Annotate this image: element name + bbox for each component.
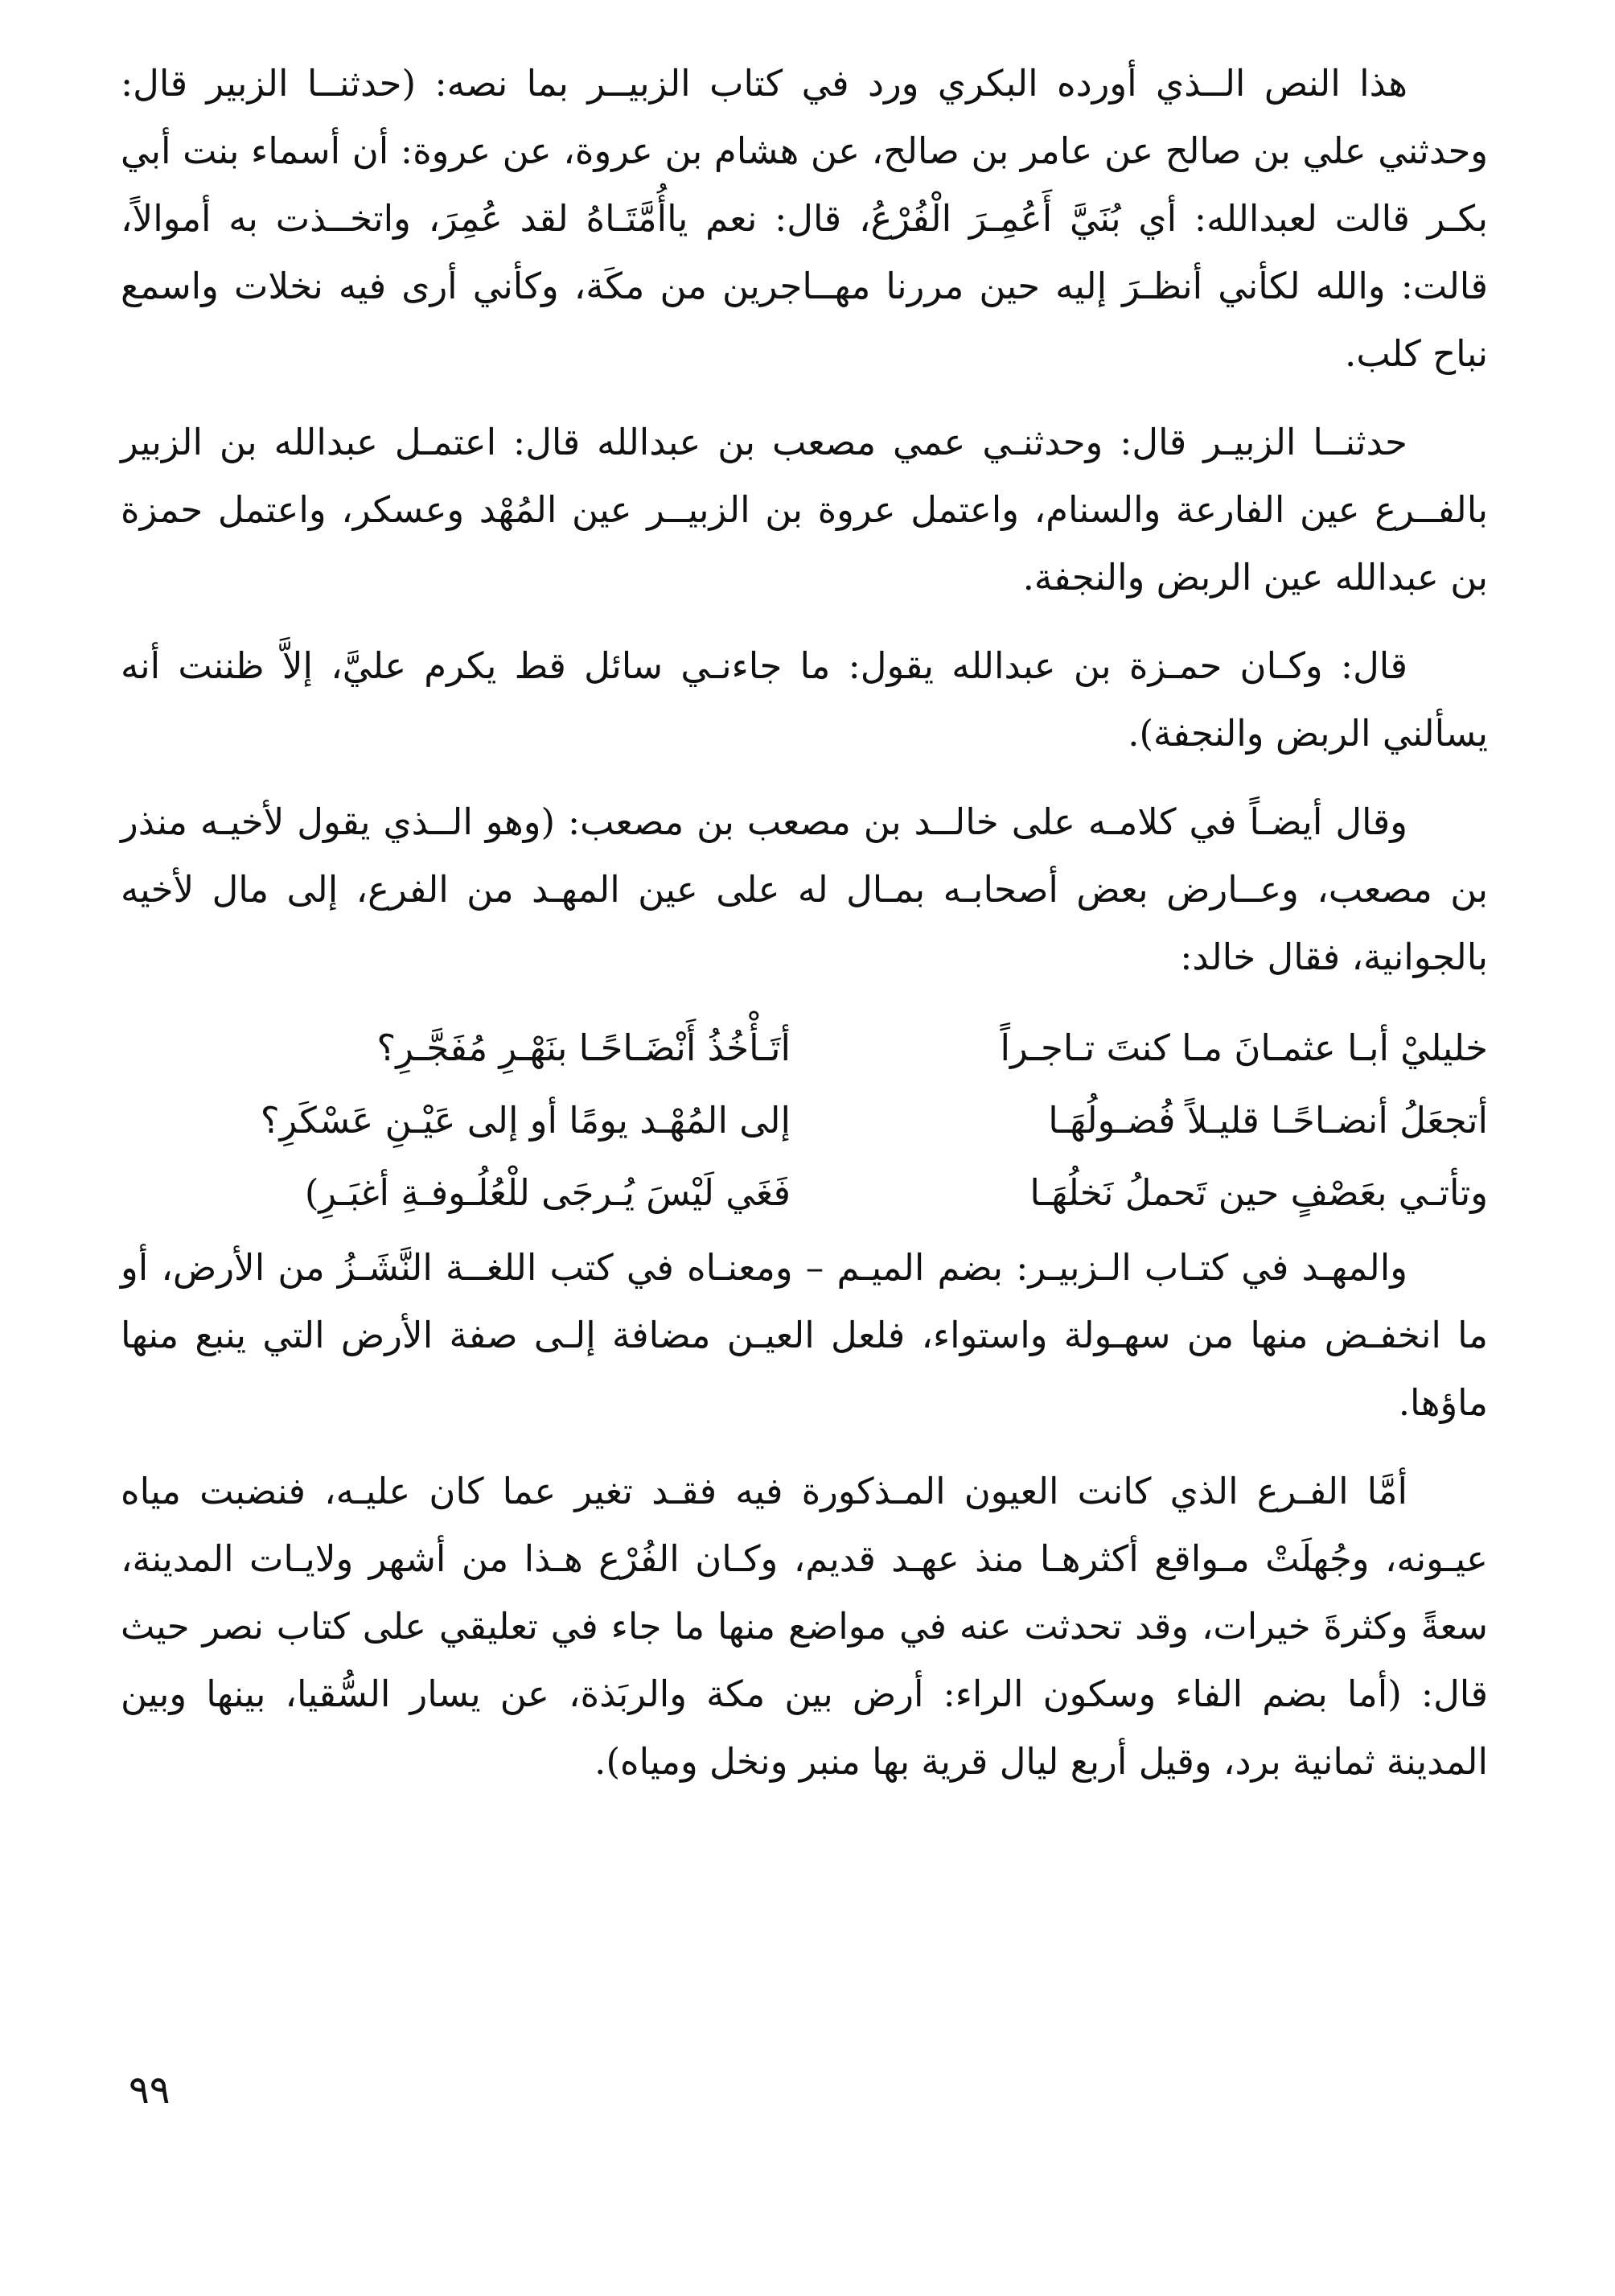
paragraph-2: حدثنــا الزبيـر قال: وحدثنـي عمي مصعب بن عبدالله قال: اعتمـل عبدالله بن الزبير بالفــرع عين الفارعة والسنام، واعتمل عروة بن الزبيــر عين المُهْد وعسكر، واعتمل حمزة بن عبدالله عين الربض والنجفة. [121,421,1488,599]
verse-first-hemistich: وتأتـي بعَصْفٍ حين تَحملُ نَخلُهَـا [1029,1171,1488,1214]
poem-verse [121,1012,1488,1084]
verse-second-hemistich: أتَـأْخُذُ أَنْضَـاحًـا بنَهْـرِ مُفَجَّـرِ؟ [376,1027,791,1069]
verse-second-hemistich: فَغَي لَيْسَ يُـرجَى للْعُلُـوفـةِ أغبَـرِ) [304,1171,791,1214]
poem [121,1012,1488,1229]
paragraph-4: وقال أيضـاً في كلامـه على خالــد بن مصعب بن مصعب: (وهو الــذي يقول لأخيـه منذر بن مصعب، وعــارض بعض أصحابـه بمـال له على عين المهـد من الفرع، إلى مال لأخيه بالجوانية، فقال خالد: [121,800,1488,978]
verse-second-hemistich: إلى المُهْـد يومًا أو إلى عَيْـنِ عَسْكَرِ؟ [260,1099,791,1142]
verse-first-hemistich: خليليْ أبـا عثمـانَ مـا كنتَ تـاجـراً [1000,1027,1488,1069]
poem-verse [121,1084,1488,1157]
verse-first-hemistich: أتجعَلُ أنضـاحًـا قليـلاً فُضـولُهَـا [1048,1099,1488,1142]
paragraph-1: هذا النص الــذي أورده البكري ورد في كتاب الزبيــر بما نصه: (حدثنــا الزبير قال: وحدثني علي بن صالح عن عامر بن صالح، عن هشام بن عروة، عن عروة: أن أسماء بنت أبي بكـر قالت لعبدالله: أي بُنَيَّ أَعُمِـرَ الْفُرْعُ، قال: نعم ياأُمَّتَـاهُ لقد عُمِرَ، واتخــذت به أموالاً، قالت: والله لكأني أنظـرَ إليه حين مررنا مهــاجرين من مكَة، وكأني أرى فيه نخلات واسمع نباح كلب. [121,62,1488,375]
page-body [121,50,1488,1796]
page-number: ٩٩ [129,2068,171,2113]
poem-verse [121,1157,1488,1229]
paragraph-6: أمَّا الفـرع الذي كانت العيون المـذكورة فيه فقـد تغير عما كان عليـه، فنضبت مياه عيـونه، وجُهلَتْ مـواقع أكثرهـا منذ عهـد قديم، وكـان الفُرْع هـذا من أشهر ولايـات المدينة، سعةً وكثرةَ خيرات، وقد تحدثت عنه في مواضع منها ما جاء في تعليقي على كتاب نصر حيث قال: (أما بضم الفاء وسكون الراء: أرض بين مكة والربَذة، عن يسار السُّقيا، بينها وبين المدينة ثمانية برد، وقيل أربع ليال قرية بها منبر ونخل ومياه). [121,1470,1489,1783]
paragraph-3: قال: وكـان حمـزة بن عبدالله يقول: ما جاءنـي سائل قط يكرم عليَّ، إلاَّ ظننت أنه يسألني الربض والنجفة). [121,644,1488,755]
paragraph-5: والمهـد في كتـاب الـزبيـر: بضم الميـم – ومعنـاه في كتب اللغــة النَّشَـزُ من الأرض، أو ما انخفـض منها من سهـولة واستواء، فلعل العيـن مضافة إلـى صفة الأرض التي ينبع منها ماؤها. [121,1246,1488,1424]
